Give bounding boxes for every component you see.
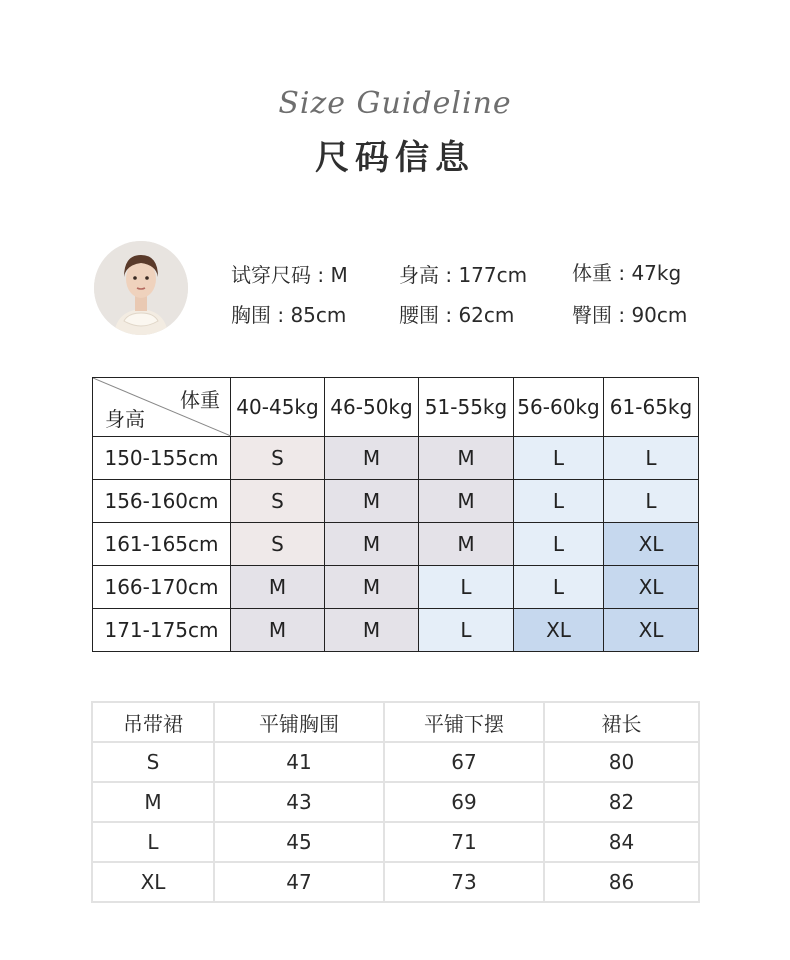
info-height: 身高 : 177cm [399,263,528,287]
table-cell: 47 [214,862,384,902]
table-cell: 84 [544,822,699,862]
table-cell: M [92,782,214,822]
size-cell: L [514,480,604,523]
height-cell: 161-165cm [93,523,231,566]
table-cell: 67 [384,742,544,782]
corner-height-label: 身高 [105,407,145,431]
size-cell: M [325,609,419,652]
size-cell: M [231,609,325,652]
table-row [92,822,699,862]
weight-header: 51-55kg [419,378,514,437]
size-cell: L [604,437,699,480]
size-cell: L [514,523,604,566]
weight-header: 61-65kg [604,378,699,437]
info-weight: 体重 : 47kg [572,261,682,285]
size-cell: S [231,480,325,523]
table-row [92,742,699,782]
size-cell: M [325,523,419,566]
table-cell: 80 [544,742,699,782]
table-cell: 73 [384,862,544,902]
table-cell: S [92,742,214,782]
table-header-row [93,378,699,437]
size-cell: L [419,609,514,652]
table-row [93,480,699,523]
table-row [93,609,699,652]
table-row [93,437,699,480]
info-try-size: 试穿尺码 : M [231,263,348,287]
model-avatar [94,241,188,335]
size-cell: L [514,566,604,609]
table-row [93,566,699,609]
table-cell: 69 [384,782,544,822]
weight-header: 46-50kg [325,378,419,437]
height-cell: 150-155cm [93,437,231,480]
table-cell: 71 [384,822,544,862]
height-cell: 156-160cm [93,480,231,523]
size-cell: XL [604,523,699,566]
page-title: 尺码信息 [315,138,475,178]
size-cell: M [325,437,419,480]
corner-weight-label: 体重 [180,388,220,412]
size-cell: XL [514,609,604,652]
size-cell: XL [604,566,699,609]
table-cell: 82 [544,782,699,822]
info-waist: 腰围 : 62cm [399,303,515,327]
info-hips: 臀围 : 90cm [572,303,688,327]
size-cell: L [419,566,514,609]
weight-header: 40-45kg [231,378,325,437]
size-cell: M [231,566,325,609]
size-cell: M [419,437,514,480]
column-header: 吊带裙 [92,702,214,742]
size-cell: M [325,566,419,609]
size-recommendation-table [92,377,699,652]
size-cell: M [419,523,514,566]
height-cell: 166-170cm [93,566,231,609]
table-row [92,862,699,902]
table-cell: 43 [214,782,384,822]
size-cell: M [419,480,514,523]
size-cell: L [604,480,699,523]
column-header: 平铺胸围 [214,702,384,742]
table-cell: L [92,822,214,862]
size-cell: S [231,523,325,566]
table-cell: XL [92,862,214,902]
table-row [93,523,699,566]
size-cell: M [325,480,419,523]
table-cell: 86 [544,862,699,902]
height-cell: 171-175cm [93,609,231,652]
table-cell: 41 [214,742,384,782]
column-header: 裙长 [544,702,699,742]
table-row [92,782,699,822]
corner-cell [93,378,231,437]
size-cell: L [514,437,604,480]
table-cell: 45 [214,822,384,862]
size-cell: S [231,437,325,480]
script-title: Size Guideline [278,86,512,121]
garment-measurement-table [91,701,700,903]
info-bust: 胸围 : 85cm [231,303,347,327]
table-header-row [92,702,699,742]
size-cell: XL [604,609,699,652]
weight-header: 56-60kg [514,378,604,437]
column-header: 平铺下摆 [384,702,544,742]
